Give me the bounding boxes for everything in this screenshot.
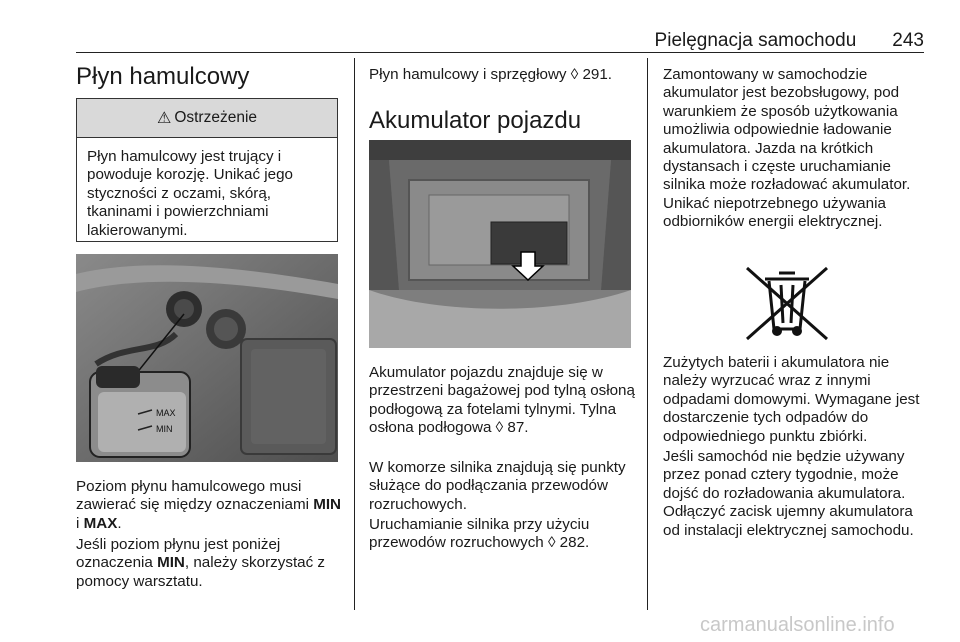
page-number: 243 bbox=[892, 30, 924, 51]
min-label: MIN bbox=[156, 424, 173, 434]
max-label: MAX bbox=[156, 408, 176, 418]
page-header bbox=[76, 30, 924, 52]
maintenance-free-paragraph: Zamontowany w samochodzie akumulator jest bezobsługowy, pod warunkiem że sposób użytkowania umożliwia odpowiednie ładowanie akumulatora. Jazda na krótkich dystansach i częste uruchamianie silnika może rozładować akumulator. Unikać niepotrzebnego używania odbiorników energii elektrycznej. bbox=[663, 66, 911, 231]
warning-text: Płyn hamulcowy jest trujący i powoduje korozję. Unikać jego styczności z oczami, skórą, tkaninami i powierzchniami lakierowanymi. bbox=[87, 148, 293, 239]
brake-fluid-level-paragraph: Poziom płynu hamulcowego musi zawierać się między oznaczeniami MIN i MAX. bbox=[76, 478, 342, 532]
watermark: carmanualsonline.info bbox=[700, 614, 895, 636]
section-title: Pielęgnacja samochodu bbox=[654, 30, 857, 51]
column-divider-2 bbox=[647, 58, 648, 610]
column-divider-1 bbox=[354, 58, 355, 610]
section-heading-brake-fluid: Płyn hamulcowy bbox=[76, 63, 250, 90]
warning-title: Ostrzeżenie bbox=[174, 109, 258, 126]
warning-header bbox=[77, 99, 337, 138]
brake-fluid-reservoir-image bbox=[76, 254, 338, 462]
section-heading-battery: Akumulator pojazdu bbox=[369, 107, 582, 134]
warning-box bbox=[76, 98, 338, 242]
discharge-paragraph: Jeśli samochód nie będzie używany przez ponad cztery tygodnie, może dojść do rozładowania akumulatora. Odłączyć zacisk ujemny akumulatora od instalacji elektrycznej samochodu. bbox=[663, 448, 914, 539]
jump-points-paragraph: W komorze silnika znajdują się punkty służące do podłączania przewodów rozruchowych. bbox=[369, 459, 626, 513]
trunk-battery-image bbox=[369, 140, 631, 348]
header-divider bbox=[76, 52, 924, 53]
crossed-out-bin-icon bbox=[737, 263, 837, 343]
jump-start-reference-paragraph: Uruchamianie silnika przy użyciu przewodów rozruchowych ◊ 282. bbox=[369, 516, 590, 552]
brake-fluid-reference: Płyn hamulcowy i sprzęgłowy ◊ 291. bbox=[369, 66, 613, 83]
max-mark: MAX bbox=[83, 514, 118, 532]
battery-location-paragraph: Akumulator pojazdu znajduje się w przestrzeni bagażowej pod tylną osłoną podłogową za fotelami tylnymi. Tylna osłona podłogowa ◊ 87. bbox=[369, 364, 635, 437]
min-mark: MIN bbox=[313, 496, 342, 514]
brake-fluid-low-paragraph: Jeśli poziom płynu jest poniżej oznaczenia MIN, należy skorzystać z pomocy warsztatu. bbox=[76, 536, 326, 590]
disposal-paragraph: Zużytych baterii i akumulatora nie należy wyrzucać wraz z innymi odpadami domowymi. Wymagane jest dostarczenie tych odpadów do odpowiedniego punktu zbiórki. bbox=[663, 354, 920, 445]
min-mark-2: MIN bbox=[157, 554, 185, 572]
warning-triangle-icon: ⚠ bbox=[156, 110, 172, 127]
